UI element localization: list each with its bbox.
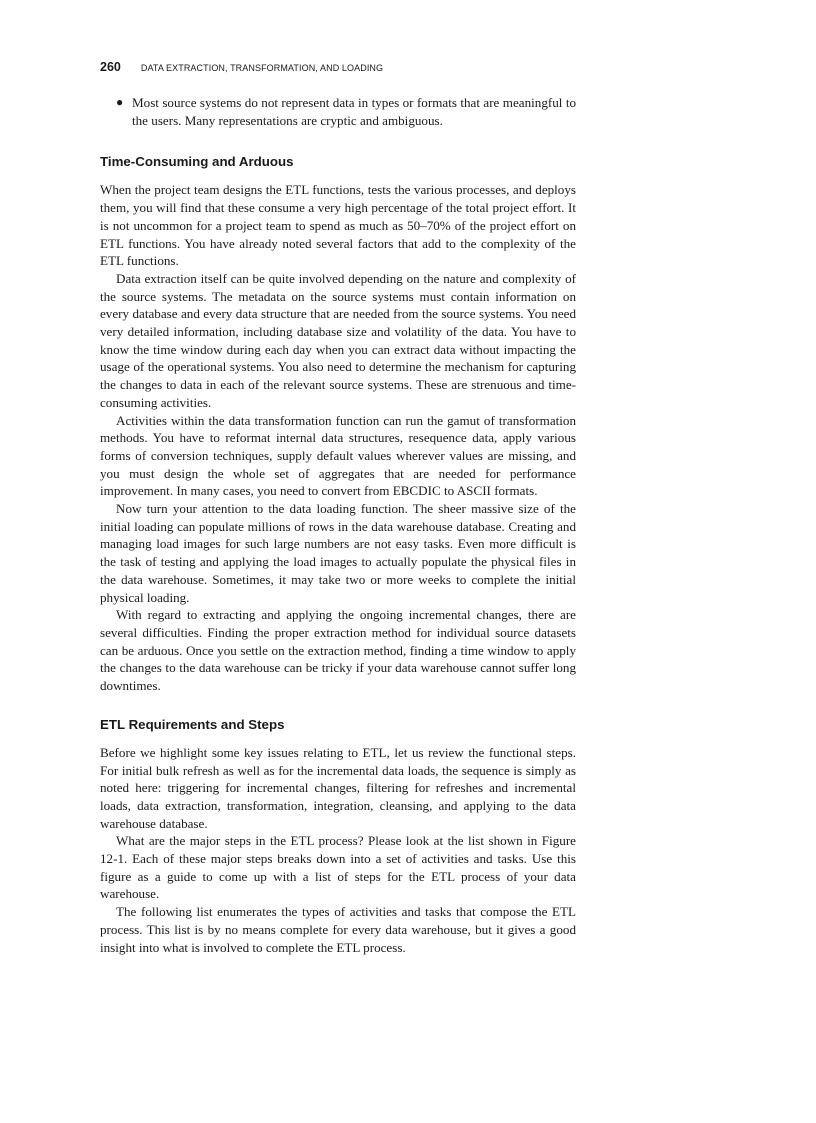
bullet-icon: ● xyxy=(116,95,124,109)
book-page xyxy=(100,60,576,956)
page-number: 260 xyxy=(100,60,121,74)
running-head xyxy=(100,60,576,80)
section-heading: ETL Requirements and Steps xyxy=(100,716,285,732)
paragraph: Data extraction itself can be quite involved depending on the nature and complexity of the source systems. The metadata on the source systems must contain information on every database and every data structure that are needed from the source systems. You need very detailed information, including database size and volatility of the data. You have to know the time window during each day when you can extract data without impacting the usage of the operational systems. You also need to determine the mechanism for capturing the changes to data in each of the relevant source systems. These are strenuous and time-consuming activities. xyxy=(100,270,576,410)
bullet-text: Most source systems do not represent data in types or formats that are meaningful to the users. Many representations are cryptic and ambiguous. xyxy=(132,95,576,128)
paragraph: Activities within the data transformation function can run the gamut of transformation methods. You have to reformat internal data structures, resequence data, apply various forms of conversion techniques, supply default values wherever values are missing, and you must design the whole set of aggregates that are needed for performance improvement. In many cases, you need to convert from EBCDIC to ASCII formats. xyxy=(100,412,576,499)
paragraph: Now turn your attention to the data loading function. The sheer massive size of the initial loading can populate millions of rows in the data warehouse database. Creating and managing load images for such large numbers are not easy tasks. Even more difficult is the task of testing and applying the load images to actually populate the physical files in the data warehouse. Sometimes, it may take two or more weeks to complete the initial physical loading. xyxy=(100,501,576,605)
section-time-consuming xyxy=(100,153,576,694)
paragraph: When the project team designs the ETL functions, tests the various processes, and deploys them, you will find that these consume a very high percentage of the total project effort. It is not uncommon for a project team to spend as much as 50–70% of the project effort on ETL functions. You have already noted several factors that add to the complexity of the ETL functions. xyxy=(100,182,576,269)
list-item xyxy=(100,94,576,129)
paragraph: The following list enumerates the types of activities and tasks that compose the ETL process. This list is by no means complete for every data warehouse, but it gives a good insight into what is involved to complete the ETL process. xyxy=(100,904,576,955)
bullet-list xyxy=(100,94,576,129)
section-etl-requirements xyxy=(100,716,576,956)
paragraph: Before we highlight some key issues relating to ETL, let us review the functional steps. For initial bulk refresh as well as for the incremental data loads, the sequence is simply as noted here: triggering for incremental changes, filtering for refreshes and incremental loads, data extraction, transformation, integration, cleansing, and applying to the data warehouse database. xyxy=(100,744,576,831)
section-heading: Time-Consuming and Arduous xyxy=(100,154,294,170)
running-title: DATA EXTRACTION, TRANSFORMATION, AND LOADING xyxy=(140,63,384,73)
paragraph: What are the major steps in the ETL process? Please look at the list shown in Figure 12-1. Each of these major steps breaks down into a set of activities and tasks. Use this figure as a guide to come up with a list of steps for the ETL process of your data warehouse. xyxy=(100,833,576,902)
paragraph: With regard to extracting and applying the ongoing incremental changes, there are several difficulties. Finding the proper extraction method for individual source datasets can be arduous. Once you settle on the extraction method, finding a time window to apply the changes to the data warehouse can be tricky if your data warehouse cannot suffer long downtimes. xyxy=(100,607,576,694)
